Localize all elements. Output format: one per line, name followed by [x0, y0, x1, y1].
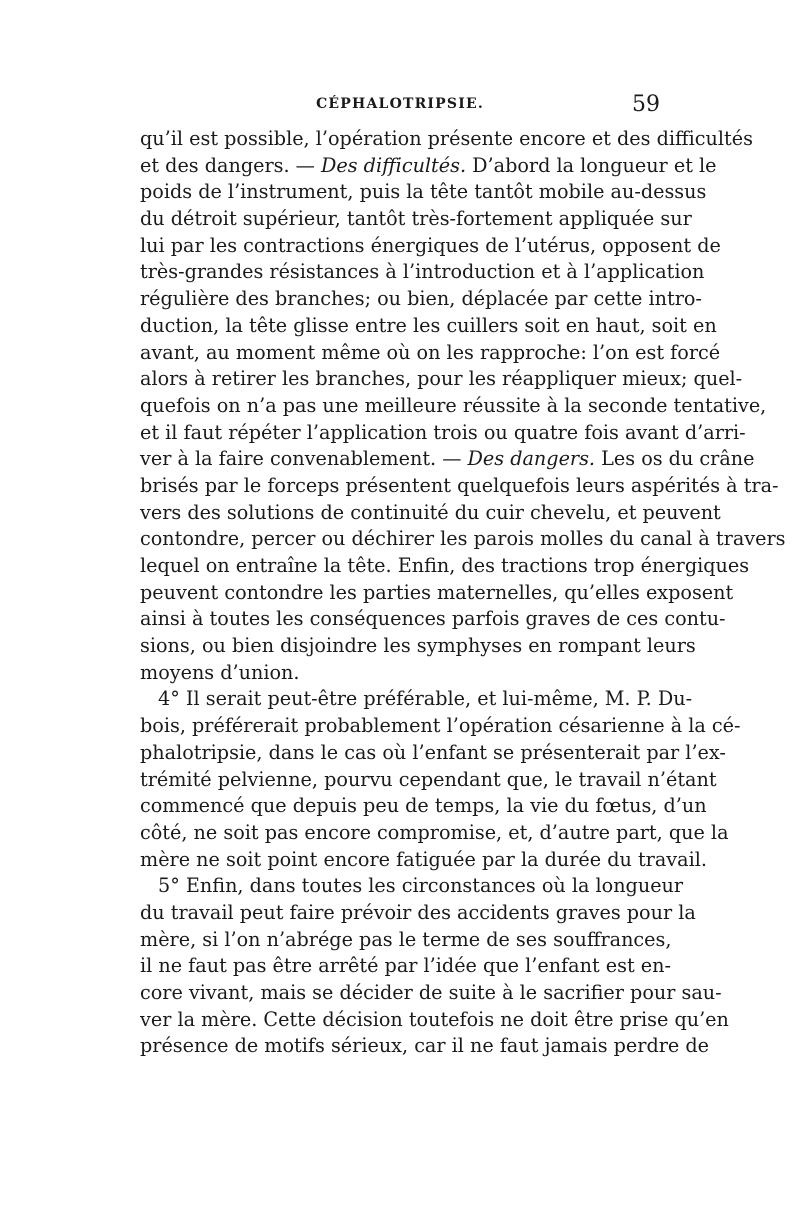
- text-line: très-grandes résistances à l’introduction et à l’application: [140, 260, 705, 284]
- text-line: moyens d’union.: [140, 660, 300, 684]
- text-line: [140, 446, 755, 473]
- text-line: bois, préférerait probablement l’opération césarienne à la cé-: [140, 714, 741, 738]
- text-segment: et des dangers. —: [140, 153, 321, 177]
- text-line: mère ne soit point encore fatiguée par la durée du travail.: [140, 847, 707, 871]
- text-line: poids de l’instrument, puis la tête tantôt mobile au-dessus: [140, 180, 707, 204]
- text-line: contondre, percer ou déchirer les parois molles du canal à travers: [140, 527, 786, 551]
- text-line: phalotripsie, dans le cas où l’enfant se présenterait par l’ex-: [140, 740, 726, 764]
- text-line: il ne faut pas être arrêté par l’idée que l’enfant est en-: [140, 954, 671, 978]
- body-text: [140, 126, 786, 1060]
- page-number: 59: [632, 92, 660, 117]
- text-line: ainsi à toutes les conséquences parfois graves de ces contu-: [140, 607, 726, 631]
- text-line: avant, au moment même où on les rapproche: l’on est forcé: [140, 340, 721, 364]
- running-title: CÉPHALOTRIPSIE.: [316, 96, 484, 112]
- italic-heading-difficultes: Des difficultés.: [320, 153, 467, 177]
- text-line: commencé que depuis peu de temps, la vie du fœtus, d’un: [140, 794, 707, 818]
- text-segment: D’abord la longueur et le: [466, 153, 717, 177]
- text-line: lequel on entraîne la tête. Enfin, des tractions trop énergiques: [140, 554, 750, 577]
- text-line: 5° Enfin, dans toutes les circonstances où la longueur: [158, 874, 684, 898]
- text-line: sions, ou bien disjoindre les symphyses en rompant leurs: [140, 634, 696, 658]
- text-line: mère, si l’on n’abrége pas le terme de ses souffrances,: [140, 927, 672, 951]
- text-line: brisés par le forceps présentent quelquefois leurs aspérités à tra-: [140, 473, 779, 497]
- text-segment: ver à la faire convenablement. —: [140, 447, 468, 471]
- text-segment: Les os du crâne: [595, 447, 755, 471]
- text-line: côté, ne soit pas encore compromise, et, d’autre part, que la: [140, 820, 729, 844]
- running-head: [140, 92, 660, 120]
- text-line: quefois on n’a pas une meilleure réussite à la seconde tentative,: [140, 393, 767, 417]
- text-line: et il faut répéter l’application trois ou quatre fois avant d’arri-: [140, 420, 746, 444]
- text-line: alors à retirer les branches, pour les réappliquer mieux; quel-: [140, 367, 743, 391]
- italic-heading-dangers: Des dangers.: [467, 447, 596, 471]
- text-line: peuvent contondre les parties maternelles, qu’elles exposent: [140, 580, 734, 604]
- text-line: trémité pelvienne, pourvu cependant que, le travail n’étant: [140, 767, 717, 791]
- text-line: 4° Il serait peut-être préférable, et lui-même, M. P. Du-: [158, 687, 693, 711]
- text-line: duction, la tête glisse entre les cuillers soit en haut, soit en: [140, 313, 717, 337]
- text-line: qu’il est possible, l’opération présente encore et des difficultés: [140, 127, 753, 150]
- text-line: vers des solutions de continuité du cuir chevelu, et peuvent: [140, 500, 721, 524]
- text-line: du travail peut faire prévoir des accidents graves pour la: [140, 900, 696, 924]
- text-line: présence de motifs sérieux, car il ne faut jamais perdre de: [140, 1034, 710, 1058]
- text-line: core vivant, mais se décider de suite à le sacrifier pour sau-: [140, 981, 722, 1004]
- text-line: ver la mère. Cette décision toutefois ne doit être prise qu’en: [140, 1007, 729, 1031]
- text-line: [140, 153, 717, 180]
- text-line: du détroit supérieur, tantôt très-fortement appliquée sur: [140, 207, 692, 231]
- text-line: régulière des branches; ou bien, déplacée par cette intro-: [140, 287, 702, 311]
- text-line: lui par les contractions énergiques de l’utérus, opposent de: [140, 233, 721, 257]
